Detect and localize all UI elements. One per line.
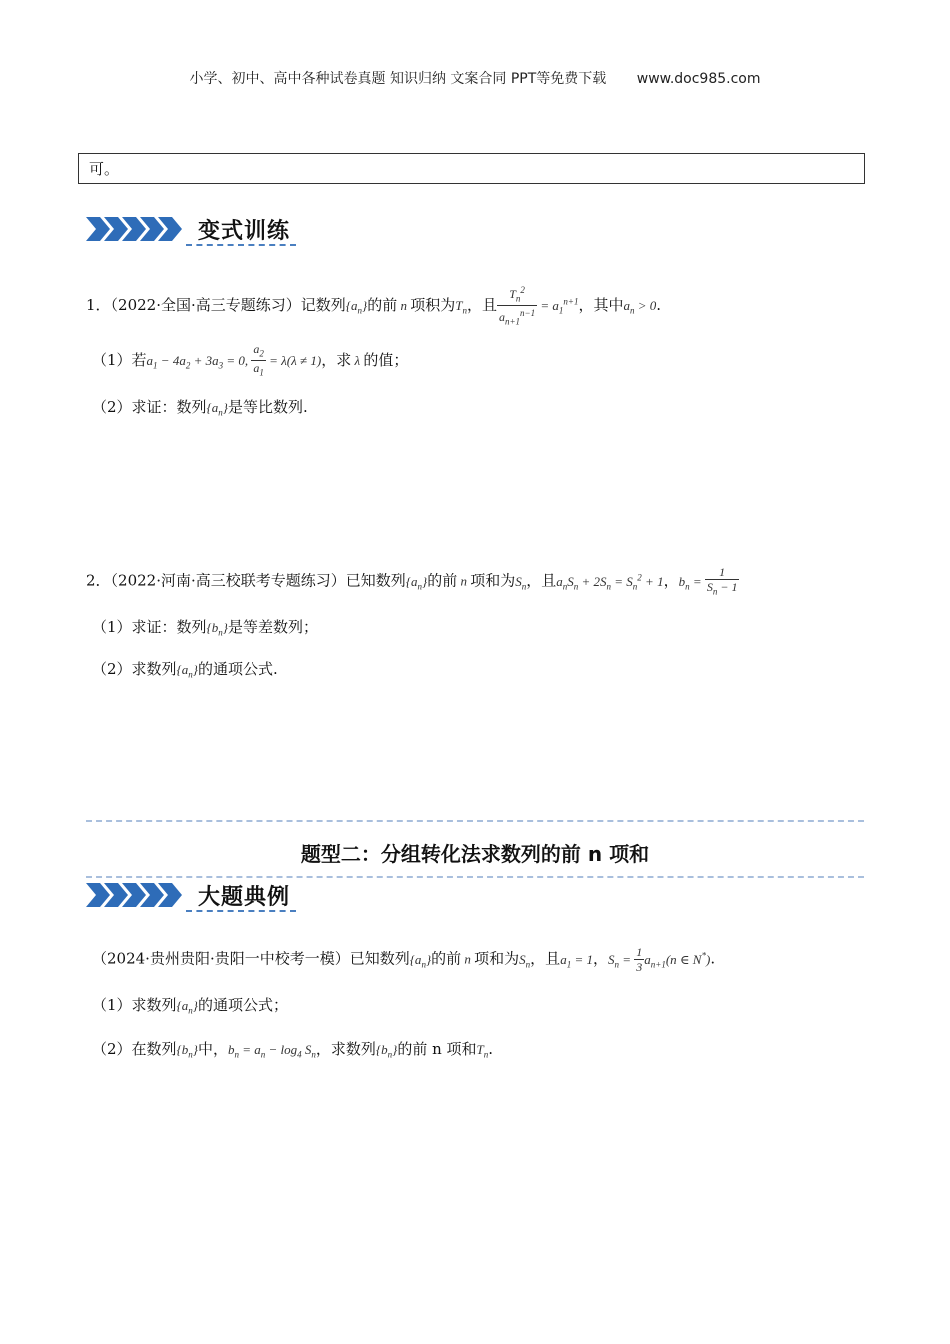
math-lambda: = λ(λ ≠ 1) [265,352,322,368]
continuation-box [78,153,865,184]
problem-source: （2022·全国·高三专题练习） [110,295,301,314]
text: （2）在数列 [92,1040,177,1058]
math-seq-an: $\{a_n\}$ [409,951,432,970]
math-seq-an: $\{a_n\}$ [206,400,228,418]
math-eq: = $a_1^{n+1}$ [537,296,579,316]
box-text: 可。 [89,160,120,178]
text: 是等差数列； [227,618,318,636]
text: ，求 [321,350,352,369]
text: （1）求证：数列 [92,618,207,636]
math-Sn: $S_n$ [515,573,527,592]
math-seq-an: $\{a_n\}$ [345,297,368,316]
text: （2）求数列 [92,660,177,678]
problem-source: （2022·河南·高三校联考专题练习） [110,571,346,590]
math-lambda-var: λ [351,352,364,368]
problem-1-part-2 [92,396,308,418]
text: （1）若 [92,350,147,369]
banner-title: 大题典例 [198,885,291,910]
banner-example [86,878,306,912]
text: 的前 n 项和 [397,1040,477,1058]
text: 是等比数列. [227,398,308,416]
problem-2-stem [86,565,739,598]
text: 记数列 [300,295,346,314]
problem-2-part-2 [92,658,278,680]
text: ，其中 [578,295,624,314]
banner-underline [186,910,296,912]
banner-title: 变式训练 [198,219,291,244]
math-Sn-eq: $S_n$ = [607,951,635,970]
text: 项和为 [474,949,520,968]
math-bn-def: $b_n = a_n - \log_4 S_n$ [227,1042,316,1060]
section-divider-top [86,820,864,822]
math-n: n [457,573,471,589]
text: 的前 [431,949,462,968]
problem-1-part-1 [92,342,408,380]
text: 的前 [427,571,458,590]
text: 项积为 [410,295,456,314]
problem-3-stem: （2024·贵州贵阳·贵阳一中校考一模）已知数列$\{a_n\}$的前 n 项和为$S_n$，且$a_1 = 1$，$S_n$ = $\frac{1}{3}$ $a_{n+1}(n$ ∈ N*). [92,945,716,974]
text: ，且 [526,571,557,590]
problem-number: 1． [86,295,111,314]
math-n: n [461,951,475,967]
math-condition: $a_1 - 4a_2 + 3a_3 = 0$, [146,352,252,371]
text: （2）求证：数列 [92,398,207,416]
math-fraction: $\frac{1}{S_n - 1}$ [706,565,738,597]
problem-2-part-1 [92,616,318,638]
problem-1-stem: 1．（2022·全国·高三专题练习）记数列$\{a_n\}$的前 n 项积为$T_n$，且 $\frac{T_n^2}{a_{n+1}^{n-1}}$ = $a_1^{n+1}$，其中$a_n > 0$. [86,285,662,327]
text: . [488,1040,494,1058]
banner-variant-training [86,212,306,246]
math-seq-bn: $\{b_n\}$ [375,1042,398,1060]
math-condition: $a_nS_n + 2S_n = S_n^2 + 1$ [556,572,664,592]
math-bn: $b_n$ = [678,573,705,592]
math-an1: $a_{n+1}(n$ ∈ N*) [644,950,711,970]
math-fraction: $\frac{a_2}{a_1}$ [253,342,264,378]
text: ， [663,571,679,590]
math-seq-bn: $\{b_n\}$ [176,1042,198,1060]
text: 的通项公式； [197,996,288,1014]
problem-source: （2024·贵州贵阳·贵阳一中校考一模） [92,949,350,968]
text: 项和为 [470,571,516,590]
math-seq-an: $\{a_n\}$ [176,662,198,680]
text: 已知数列 [349,949,410,968]
text: 已知数列 [345,571,406,590]
chevron-arrows-icon [86,880,186,910]
math-Tn: $T_n$ [476,1042,489,1060]
math-fraction: $\frac{1}{3}$ [636,945,643,974]
text: ，求数列 [315,1040,376,1058]
banner-underline [186,244,296,246]
math-a1: $a_1 = 1$ [560,951,593,970]
math-n: n [397,297,411,313]
math-fraction: $\frac{T_n^2}{a_{n+1}^{n-1}}$ [498,285,536,327]
problem-number: 2． [86,571,111,590]
text: 的通项公式. [197,660,278,678]
header-text: 小学、初中、高中各种试卷真题 知识归纳 文案合同 PPT等免费下载 [189,71,607,87]
math-Sn: $S_n$ [519,951,531,970]
math-Tn: $T_n$ [455,297,467,316]
math-an-positive: $a_n > 0$ [623,297,657,316]
problem-3-part-2 [92,1038,493,1060]
text: （1）求数列 [92,996,177,1014]
header-url[interactable]: www.doc985.com [636,71,761,87]
text: 的值； [363,350,409,369]
math-seq-bn: $\{b_n\}$ [206,620,228,638]
math-seq-an: $\{a_n\}$ [176,998,198,1016]
text: 中， [197,1040,228,1058]
text: ，且 [466,295,497,314]
problem-3-part-1 [92,994,288,1016]
text: ， [592,949,608,968]
math-seq-an: $\{a_n\}$ [405,573,428,592]
text: 的前 [367,295,398,314]
chevron-arrows-icon [86,214,186,244]
text: ，且 [530,949,561,968]
section-title: 题型二：分组转化法求数列的前 n 项和 [300,842,650,866]
page-header [0,68,950,88]
